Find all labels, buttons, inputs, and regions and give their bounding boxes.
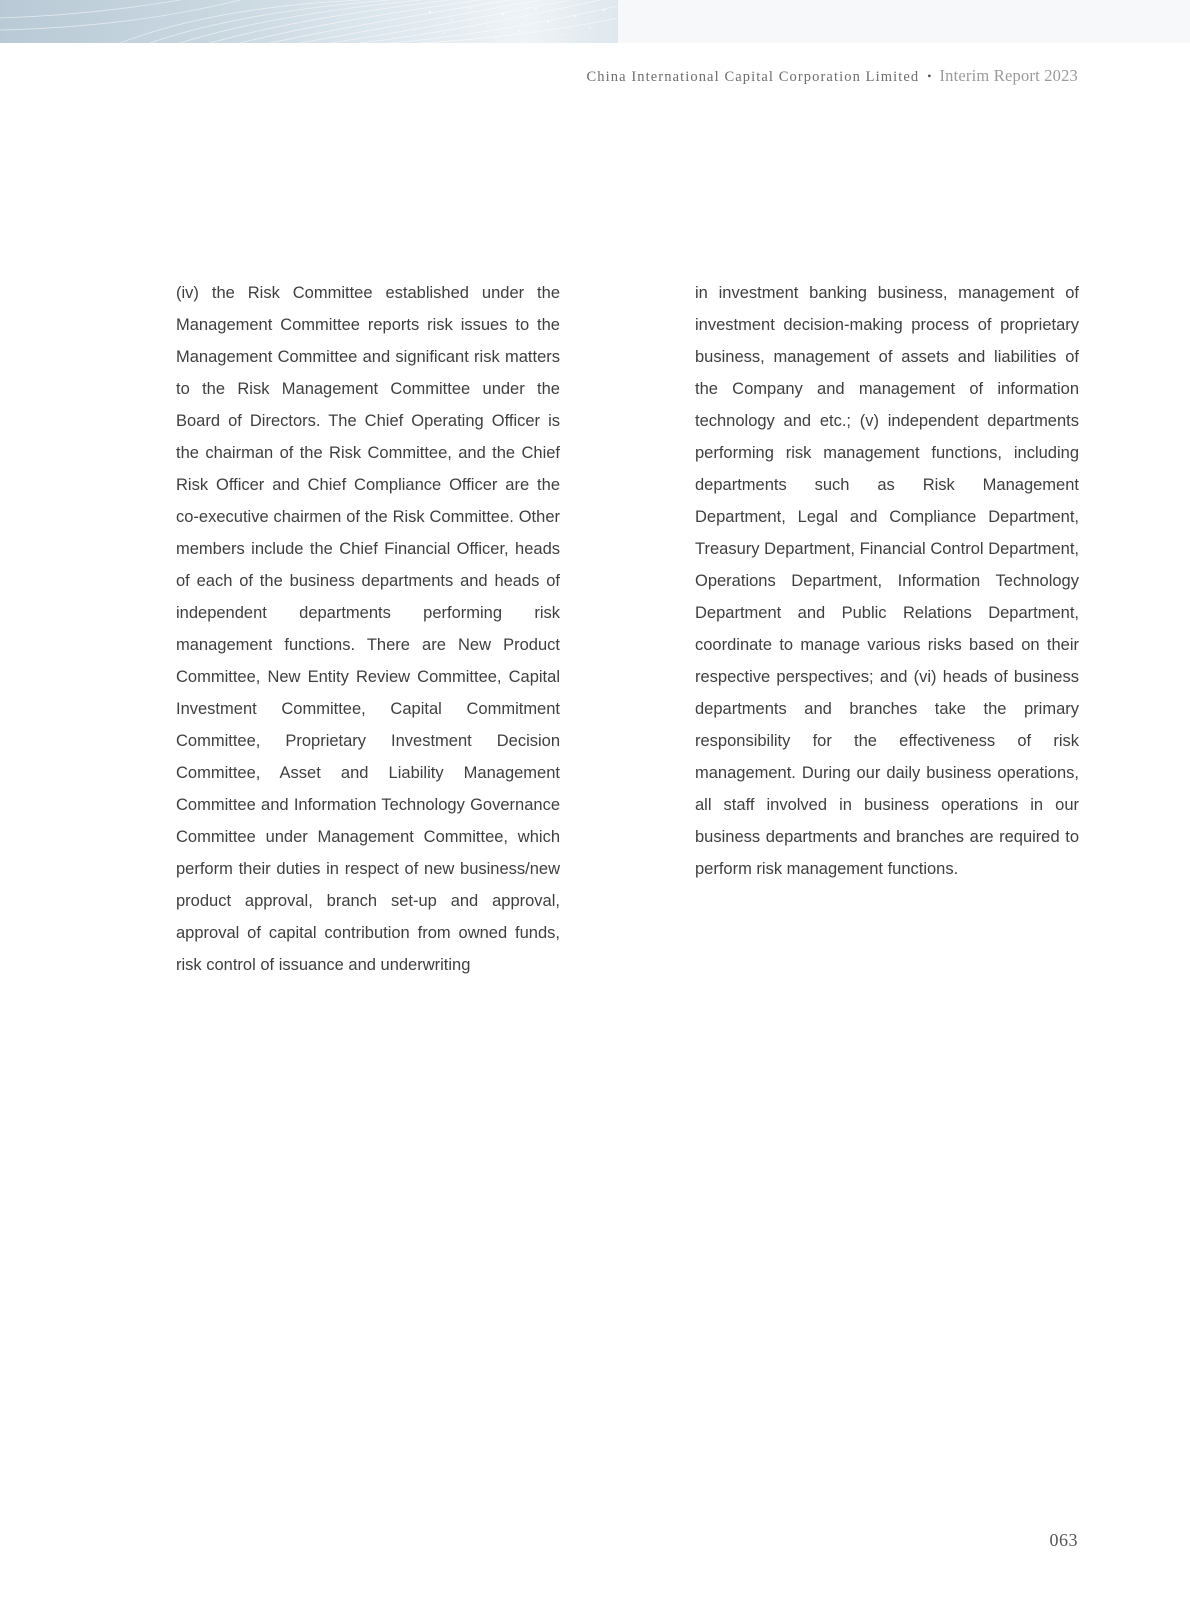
running-header: [586, 66, 1078, 86]
company-name: China International Capital Corporation Limited: [586, 69, 920, 85]
report-title: Interim Report 2023: [939, 66, 1078, 85]
header-banner-blank: [618, 0, 1190, 43]
decorative-wave-pattern: [0, 0, 618, 43]
header-banner-graphic: [0, 0, 618, 43]
page-number: 063: [1049, 1530, 1078, 1550]
body-text-left-column: (iv) the Risk Committee established under the Management Committee reports risk issues to the Management Committee and significant risk matters to the Risk Management Committee under the Board of Directors. The Chief Operating Officer is the chairman of the Risk Committee, and the Chief Risk Officer and Chief Compliance Officer are the co-executive chairmen of the Risk Committee. Other members include the Chief Financial Officer, heads of each of the business departments and heads of independent departments performing risk management functions. There are New Product Committee, New Entity Review Committee, Capital Investment Committee, Capital Commitment Committee, Proprietary Investment Decision Committee, Asset and Liability Management Committee and Information Technology Governance Committee under Management Committee, which perform their duties in respect of new business/new product approval, branch set-up and approval, approval of capital contribution from owned funds, risk control of issuance and underwriting: [176, 284, 560, 974]
body-text-right-column: in investment banking business, management of investment decision-making process of proprietary business, management of assets and liabilities of the Company and management of information technology and etc.; (v) independent departments performing risk management functions, including departments such as Risk Management Department, Legal and Compliance Department, Treasury Department, Financial Control Department, Operations Department, Information Technology Department and Public Relations Department, coordinate to manage various risks based on their respective perspectives; and (vi) heads of business departments and branches take the primary responsibility for the effectiveness of risk management. During our daily business operations, all staff involved in business operations in our business departments and branches are required to perform risk management functions.: [695, 284, 1079, 878]
header-bullet: •: [927, 69, 932, 83]
